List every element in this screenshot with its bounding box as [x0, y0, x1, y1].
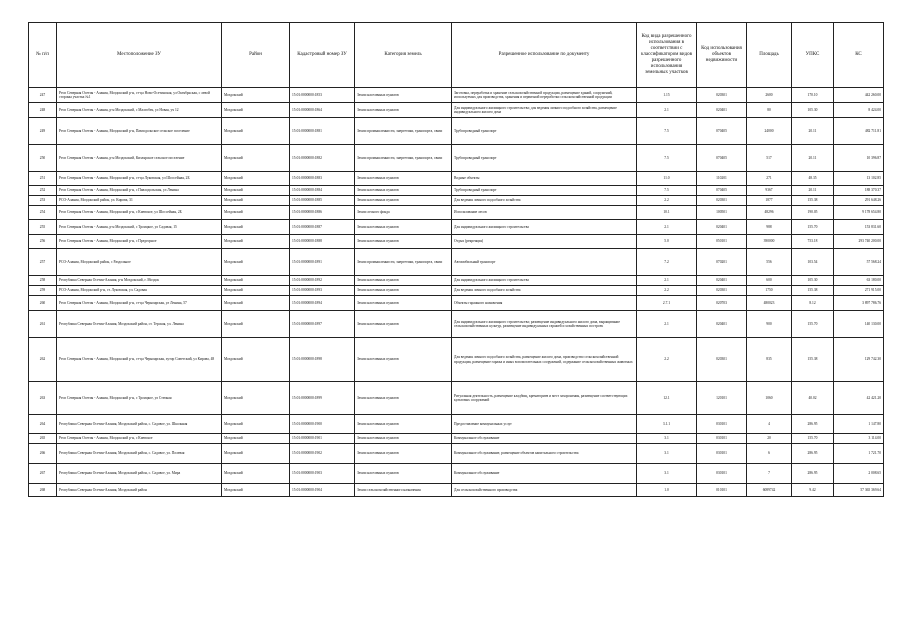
cell-area: 20 [747, 434, 792, 444]
cell-land-category: Земли лесного фонда [355, 206, 452, 220]
cell-cadastral-number: 15:01:0000000:1893 [290, 286, 355, 296]
cell-number: 258 [29, 276, 57, 286]
cell-location: Респ Северная Осетия - Алания, р-н Моздокский, Кизлярское сельское поселение [57, 145, 222, 172]
cell-location: Респ Северная Осетия - Алания, Моздокский р-н, ст-ца Черноярская, ул Ленина, 57 [57, 296, 222, 311]
cell-use-code: 2.1 [637, 276, 697, 286]
cell-number: 254 [29, 206, 57, 220]
cell-area: 1877 [747, 196, 792, 206]
cell-permitted-use: Трубопроводный транспорт [452, 145, 637, 172]
cell-upks: 155.70 [792, 311, 834, 338]
cell-cadastral-number: 15:01:0000000:1887 [290, 220, 355, 235]
cell-use-code: 2.2 [637, 196, 697, 206]
cell-district: Моздокский [222, 434, 290, 444]
cell-district: Моздокский [222, 172, 290, 186]
cell-land-category: Земли населенных пунктов [355, 434, 452, 444]
cell-ks: 3 114.00 [834, 434, 884, 444]
cell-use-code: 11.0 [637, 172, 697, 186]
cell-upks: 9.42 [792, 484, 834, 497]
cell-permitted-use: Для ведения личного подсобного хозяйства, размещение жилого дома, производство сельскохозяйственной продукции, размещение гаража и иных вспомогательных сооружений, содержание сельскохозяйственных животных [452, 338, 637, 382]
cell-object-code: 020301 [697, 88, 747, 103]
table-row [29, 220, 884, 235]
cell-area: 1750 [747, 286, 792, 296]
table-row [29, 172, 884, 186]
cell-area: 1060 [747, 382, 792, 415]
table-row [29, 186, 884, 196]
table-row [29, 88, 884, 103]
cell-area: 556 [747, 249, 792, 276]
cell-land-category: Земли населенных пунктов [355, 296, 452, 311]
cell-use-code: 2.1 [637, 103, 697, 118]
cell-ks: 271 915.00 [834, 286, 884, 296]
cell-cadastral-number: 15:01:0000000:1883 [290, 172, 355, 186]
cell-location: Респ Северная Осетия - Алания, Моздокский р-н, Павлодольское сельское поселение [57, 118, 222, 145]
header-cell: Разрешенное использование по документу [452, 23, 637, 88]
cell-use-code: 1.0 [637, 484, 697, 497]
cell-cadastral-number: 15:01:0000000:1884 [290, 186, 355, 196]
cell-cadastral-number: 15:01:0000000:1902 [290, 444, 355, 464]
cell-location: Республика Северная Осетия-Алания, Моздокский район, с. Садовое, ул. Школьная [57, 415, 222, 434]
header-cell: Местоположение ЗУ [57, 23, 222, 88]
cell-object-code: 020301 [697, 338, 747, 382]
cell-permitted-use: Для индивидуального жилищного строительства [452, 220, 637, 235]
header-cell: Кадастровый номер ЗУ [290, 23, 355, 88]
cell-upks: 8.12 [792, 296, 834, 311]
cell-number: 256 [29, 235, 57, 249]
cell-permitted-use: Трубопроводный транспорт [452, 186, 637, 196]
cell-use-code: 7.2 [637, 249, 697, 276]
cell-permitted-use: Для ведения личного подсобного хозяйства [452, 286, 637, 296]
cell-district: Моздокский [222, 382, 290, 415]
cell-object-code: 070405 [697, 186, 747, 196]
cell-number: 251 [29, 172, 57, 186]
cell-use-code: 5.0 [637, 235, 697, 249]
cell-cadastral-number: 15:01:0000000:1899 [290, 382, 355, 415]
cell-district: Моздокский [222, 464, 290, 484]
cell-district: Моздокский [222, 286, 290, 296]
cell-area: 517 [747, 145, 792, 172]
cell-location: РСО-Алания, Моздокский район, с Раздольное [57, 249, 222, 276]
cell-upks: 753.18 [792, 235, 834, 249]
table-row [29, 249, 884, 276]
cell-district: Моздокский [222, 145, 290, 172]
cell-cadastral-number: 15:01:0000000:1898 [290, 338, 355, 382]
cell-upks: 20.11 [792, 145, 834, 172]
table-row [29, 338, 884, 382]
cell-number: 252 [29, 186, 57, 196]
cell-area: 6089742 [747, 484, 792, 497]
cell-district: Моздокский [222, 118, 290, 145]
cell-number: 263 [29, 382, 57, 415]
cell-number: 265 [29, 434, 57, 444]
cell-ks: 9 178 654.80 [834, 206, 884, 220]
cell-ks: 1 147.80 [834, 415, 884, 434]
cell-area: 6 [747, 444, 792, 464]
cell-land-category: Земли населенных пунктов [355, 172, 452, 186]
cell-use-code: 3.1 [637, 434, 697, 444]
cell-upks: 105.30 [792, 103, 834, 118]
cell-object-code: 010101 [697, 484, 747, 497]
cell-use-code: 1.15 [637, 88, 697, 103]
cell-object-code: 110201 [697, 172, 747, 186]
cell-number: 253 [29, 196, 57, 206]
cell-location: Республика Северная Осетия-Алания, Моздокский район, ст. Терская, ул. Ленина [57, 311, 222, 338]
land-plots-table [28, 22, 884, 497]
cell-district: Моздокский [222, 103, 290, 118]
cell-permitted-use: Водные объекты [452, 172, 637, 186]
cell-upks: 40.02 [792, 382, 834, 415]
cell-land-category: Земли населенных пунктов [355, 444, 452, 464]
cell-district: Моздокский [222, 196, 290, 206]
cell-use-code: 7.5 [637, 145, 697, 172]
table-row [29, 235, 884, 249]
cell-upks: 20.11 [792, 186, 834, 196]
cell-use-code: 2.2 [637, 338, 697, 382]
cell-permitted-use: Предоставление коммунальных услуг [452, 415, 637, 434]
cell-object-code: 020703 [697, 296, 747, 311]
cell-upks: 170.10 [792, 88, 834, 103]
cell-land-category: Земли промышленности, энергетики, транспорта, связи [355, 118, 452, 145]
cell-ks: 188 370.37 [834, 186, 884, 196]
cell-permitted-use: Для сельскохозяйственного производства [452, 484, 637, 497]
cell-upks: 190.05 [792, 206, 834, 220]
cell-district: Моздокский [222, 311, 290, 338]
cell-location: Республика Северная Осетия-Алания, Моздокский район [57, 484, 222, 497]
cell-object-code: 100501 [697, 206, 747, 220]
table-row [29, 196, 884, 206]
cell-permitted-use: Автомобильный транспорт [452, 249, 637, 276]
cell-upks: 155.70 [792, 434, 834, 444]
cell-district: Моздокский [222, 235, 290, 249]
table-row [29, 464, 884, 484]
cell-permitted-use: Трубопроводный транспорт [452, 118, 637, 145]
header-cell: Код использования объектов недвижимости [697, 23, 747, 88]
table-row [29, 145, 884, 172]
cell-number: 255 [29, 220, 57, 235]
cell-land-category: Земли населенных пунктов [355, 382, 452, 415]
cell-cadastral-number: 15:01:0000000:1882 [290, 145, 355, 172]
header-cell: Площадь [747, 23, 792, 88]
cell-ks: 153 831.60 [834, 220, 884, 235]
cell-location: Респ Северная Осетия - Алания, Моздокский р-н, с Павлодольская, ул Ленина [57, 186, 222, 196]
cell-upks: 155.38 [792, 286, 834, 296]
cell-use-code: 2.2 [637, 286, 697, 296]
cell-location: Республика Северная Осетия-Алания, р-н Моздокский, г. Моздок [57, 276, 222, 286]
cell-ks: 1 721.70 [834, 444, 884, 464]
header-cell: Район [222, 23, 290, 88]
cell-location: Респ Северная Осетия - Алания, Моздокский р-н, с Киевское [57, 434, 222, 444]
cell-district: Моздокский [222, 338, 290, 382]
cell-upks: 20.11 [792, 118, 834, 145]
cell-use-code: 7.5 [637, 118, 697, 145]
cell-cadastral-number: 15:01:0000000:1888 [290, 235, 355, 249]
cell-area: 271 [747, 172, 792, 186]
cell-ks: 482 711.81 [834, 118, 884, 145]
table-row [29, 311, 884, 338]
cell-permitted-use: Использование лесов [452, 206, 637, 220]
cell-district: Моздокский [222, 186, 290, 196]
cell-area: 48296 [747, 206, 792, 220]
cell-cadastral-number: 15:01:0000000:1903 [290, 464, 355, 484]
table-row [29, 206, 884, 220]
cell-location: Респ Северная Осетия - Алания, Моздокский р-н, ст-ца Луковская, ул Шоссейная, 2Б [57, 172, 222, 186]
cell-land-category: Земли промышленности, энергетики, транспорта, связи [355, 145, 452, 172]
cell-cadastral-number: 15:01:0000000:1901 [290, 434, 355, 444]
cell-cadastral-number: 15:01:0000000:1900 [290, 415, 355, 434]
cell-district: Моздокский [222, 415, 290, 434]
cell-land-category: Земли населенных пунктов [355, 286, 452, 296]
cell-number: 259 [29, 286, 57, 296]
cell-ks: 3 897 786.76 [834, 296, 884, 311]
cell-district: Моздокский [222, 249, 290, 276]
cell-upks: 155.38 [792, 196, 834, 206]
cell-location: Респ Северная Осетия - Алания, р-н Моздокский, с Малгобек, ул Новая, уч 12 [57, 103, 222, 118]
cell-location: Республика Северная Осетия-Алания, Моздокский район, с. Садовое, ул. Полевая [57, 444, 222, 464]
cell-district: Моздокский [222, 296, 290, 311]
cell-number: 249 [29, 118, 57, 145]
table-header-row [29, 23, 884, 88]
table-row [29, 484, 884, 497]
cell-land-category: Земли населенных пунктов [355, 464, 452, 484]
cell-area: 4 [747, 415, 792, 434]
cell-ks: 140 130.00 [834, 311, 884, 338]
cell-cadastral-number: 15:01:0000000:1881 [290, 118, 355, 145]
cell-land-category: Земли населенных пунктов [355, 235, 452, 249]
cell-land-category: Земли населенных пунктов [355, 220, 452, 235]
cell-upks: 155.70 [792, 220, 834, 235]
cell-number: 268 [29, 484, 57, 497]
cell-ks: 57 568.24 [834, 249, 884, 276]
cell-area: 80 [747, 103, 792, 118]
header-cell: КС [834, 23, 884, 88]
table-row [29, 415, 884, 434]
cell-land-category: Земли населенных пунктов [355, 415, 452, 434]
cell-permitted-use: Коммунальное обслуживание [452, 434, 637, 444]
cell-area: 900 [747, 311, 792, 338]
cell-upks: 286.95 [792, 444, 834, 464]
cell-upks: 155.38 [792, 338, 834, 382]
register-sheet [28, 22, 883, 497]
cell-number: 260 [29, 296, 57, 311]
cell-object-code: 070405 [697, 145, 747, 172]
cell-district: Моздокский [222, 220, 290, 235]
cell-object-code: 050101 [697, 235, 747, 249]
cell-land-category: Земли населенных пунктов [355, 338, 452, 382]
cell-permitted-use: Заготовка, переработка и хранение сельскохозяйственной продукции, размещение зданий, сооружений, используемых для производства, хранения и первичной переработки сельскохозяйственной продукции [452, 88, 637, 103]
table-row [29, 434, 884, 444]
cell-use-code: 12.1 [637, 382, 697, 415]
cell-location: Респ Северная Осетия - Алания, Моздокский р-н, с Киевское, ул Шоссейная, 2Б [57, 206, 222, 220]
cell-number: 266 [29, 444, 57, 464]
table-row [29, 382, 884, 415]
cell-use-code: 2.1 [637, 220, 697, 235]
cell-use-code: 3.1 [637, 464, 697, 484]
cell-land-category: Земли населенных пунктов [355, 88, 452, 103]
cell-location: РСО-Алания, Моздокский район, ул. Кирова, 31 [57, 196, 222, 206]
cell-location: Респ Северная Осетия - Алания, Моздокский р-н, ст-ца Черноярская, хутор Советский, ул Кирова, 48 [57, 338, 222, 382]
cell-upks: 105.30 [792, 276, 834, 286]
cell-area: 835 [747, 338, 792, 382]
cell-district: Моздокский [222, 276, 290, 286]
cell-object-code: 020401 [697, 220, 747, 235]
cell-location: Респ Северная Осетия - Алания, р-н Моздокский, с Троицкое, ул Садовая, 15 [57, 220, 222, 235]
cell-location: Респ Северная Осетия - Алания, Моздокский р-н, ст-ца Ново-Осетинская, ул Октябрьская, с левой стороны участка №1 [57, 88, 222, 103]
cell-cadastral-number: 15:01:0000000:1864 [290, 103, 355, 118]
cell-ks: 10 396.87 [834, 145, 884, 172]
cell-permitted-use: Для индивидуального жилищного строительства; размещение индивидуального жилого дома, выращивание сельскохозяйственных культур, размещение индивидуальных гаражей и хозяйственных построек [452, 311, 637, 338]
cell-permitted-use: Коммунальное обслуживание [452, 464, 637, 484]
cell-area: 988 [747, 220, 792, 235]
cell-upks: 286.95 [792, 464, 834, 484]
cell-object-code: 020401 [697, 276, 747, 286]
cell-permitted-use: Для индивидуального жилищного строительства [452, 276, 637, 286]
cell-area: 24000 [747, 118, 792, 145]
cell-land-category: Земли населенных пунктов [355, 276, 452, 286]
cell-object-code: 030101 [697, 415, 747, 434]
cell-object-code: 030101 [697, 464, 747, 484]
cell-object-code: 030101 [697, 434, 747, 444]
cell-ks: 442 260.00 [834, 88, 884, 103]
cell-ks: 13 102.85 [834, 172, 884, 186]
cell-cadastral-number: 15:01:0000000:1894 [290, 296, 355, 311]
cell-land-category: Земли населенных пунктов [355, 186, 452, 196]
cell-ks: 57 365 369.64 [834, 484, 884, 497]
cell-district: Моздокский [222, 206, 290, 220]
cell-ks: 42 421.20 [834, 382, 884, 415]
cell-use-code: 10.1 [637, 206, 697, 220]
cell-district: Моздокский [222, 444, 290, 464]
cell-area: 600 [747, 276, 792, 286]
cell-cadastral-number: 15:01:0000000:1891 [290, 249, 355, 276]
cell-location: Республика Северная Осетия-Алания, Моздокский район, с. Садовое, ул. Мира [57, 464, 222, 484]
cell-permitted-use: Ритуальная деятельность, размещение кладбищ, крематориев и мест захоронения, размещение соответствующих культовых сооружений [452, 382, 637, 415]
cell-object-code: 120101 [697, 382, 747, 415]
cell-location: РСО-Алания, Моздокский р-н, ст. Луковская, ул. Садовая [57, 286, 222, 296]
cell-land-category: Земли промышленности, энергетики, транспорта, связи [355, 249, 452, 276]
cell-land-category: Земли сельскохозяйственного назначения [355, 484, 452, 497]
cell-object-code: 020301 [697, 196, 747, 206]
cell-object-code: 020401 [697, 103, 747, 118]
cell-number: 247 [29, 88, 57, 103]
cell-area: 2600 [747, 88, 792, 103]
cell-ks: 291 648.26 [834, 196, 884, 206]
header-cell: Категория земель [355, 23, 452, 88]
cell-object-code: 020301 [697, 286, 747, 296]
cell-location: Респ Северная Осетия - Алания, Моздокский р-н, с Предгорное [57, 235, 222, 249]
cell-land-category: Земли населенных пунктов [355, 196, 452, 206]
table-row [29, 276, 884, 286]
cell-cadastral-number: 15:01:0000000:1886 [290, 206, 355, 220]
header-cell: Код вида разрешенного использования в соответствии с классификатором видов разрешенного использования земельных участков [637, 23, 697, 88]
cell-use-code: 2.1 [637, 311, 697, 338]
cell-use-code: 2.7.1 [637, 296, 697, 311]
cell-cadastral-number: 15:01:0000000:1897 [290, 311, 355, 338]
cell-permitted-use: Объекты гаражного назначения [452, 296, 637, 311]
cell-number: 250 [29, 145, 57, 172]
cell-permitted-use: Коммунальное обслуживание, размещение объектов капитального строительства [452, 444, 637, 464]
cell-area: 7 [747, 464, 792, 484]
cell-number: 261 [29, 311, 57, 338]
cell-object-code: 030101 [697, 444, 747, 464]
cell-ks: 8 424.00 [834, 103, 884, 118]
cell-area: 9367 [747, 186, 792, 196]
header-cell: УПКС [792, 23, 834, 88]
cell-number: 257 [29, 249, 57, 276]
table-row [29, 444, 884, 464]
table-row [29, 118, 884, 145]
cell-upks: 103.54 [792, 249, 834, 276]
cell-cadastral-number: 15:01:0000000:1853 [290, 88, 355, 103]
cell-district: Моздокский [222, 88, 290, 103]
cell-upks: 286.95 [792, 415, 834, 434]
cell-district: Моздокский [222, 484, 290, 497]
table-row [29, 286, 884, 296]
cell-permitted-use: Для ведения личного подсобного хозяйства [452, 196, 637, 206]
table-row [29, 103, 884, 118]
cell-permitted-use: Для индивидуального жилищного строительства; для ведения личного подсобного хозяйства, размещение индивидуального жилого дома [452, 103, 637, 118]
cell-cadastral-number: 15:01:0000000:1892 [290, 276, 355, 286]
table-row [29, 296, 884, 311]
cell-use-code: 3.1 [637, 444, 697, 464]
cell-number: 248 [29, 103, 57, 118]
cell-permitted-use: Отдых (рекреация) [452, 235, 637, 249]
cell-ks: 293 740 200.00 [834, 235, 884, 249]
cell-land-category: Земли населенных пунктов [355, 103, 452, 118]
cell-cadastral-number: 15:01:0000000:1904 [290, 484, 355, 497]
cell-land-category: Земли населенных пунктов [355, 311, 452, 338]
cell-number: 262 [29, 338, 57, 382]
header-cell: № п/п [29, 23, 57, 88]
cell-object-code: 020401 [697, 311, 747, 338]
cell-use-code: 3.1.1 [637, 415, 697, 434]
cell-number: 267 [29, 464, 57, 484]
cell-area: 480023 [747, 296, 792, 311]
cell-ks: 63 180.00 [834, 276, 884, 286]
cell-area: 390000 [747, 235, 792, 249]
cell-use-code: 7.5 [637, 186, 697, 196]
cell-ks: 2 008.65 [834, 464, 884, 484]
cell-number: 264 [29, 415, 57, 434]
cell-object-code: 070405 [697, 118, 747, 145]
cell-ks: 129 742.30 [834, 338, 884, 382]
cell-location: Респ Северная Осетия - Алания, Моздокский р-н, с Троицкое, ул Степная [57, 382, 222, 415]
cell-cadastral-number: 15:01:0000000:1885 [290, 196, 355, 206]
cell-object-code: 070201 [697, 249, 747, 276]
cell-upks: 48.35 [792, 172, 834, 186]
